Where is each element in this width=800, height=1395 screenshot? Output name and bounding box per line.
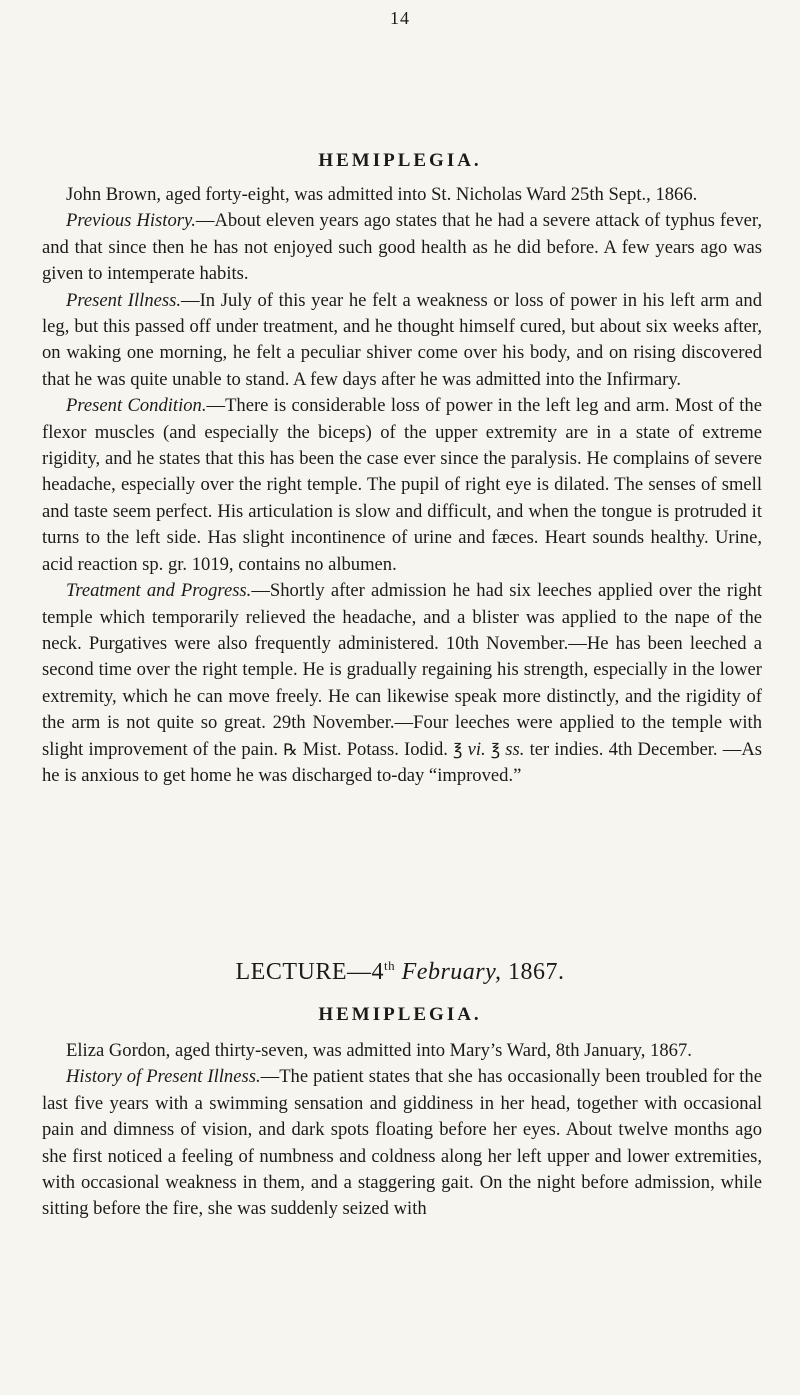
case-1-treatment: Treatment and Progress.—Shortly after admission he had six leeches applied over the right temple which temporarily relieved the headache, and a blister was applied to the nape of the neck. Purgatives were also frequently administered. 10th November.—He has been leeched a second time over the right temple. He is gradually regaining his strength, especially in the lower extremity, which he can move freely. He can likewise speak more distinctly, and the rigidity of the arm is not quite so great. 29th November.—Four leeches were applied to the temple with slight improvement of the pain. ℞ Mist. Potass. Iodid. ℥ vi. ℥ ss. ter indies. 4th December. —As he is anxious to get home he was discharged to-day “improved.”: [42, 580, 762, 786]
case-1-previous-history: Previous History.—About eleven years ago states that he had a severe attack of typhus fever, and that since then he has not enjoyed such good health as he did before. A few years ago was given to intemperate habits.: [42, 210, 762, 285]
ounce-symbol: ℥: [490, 739, 501, 759]
page-number: 14: [390, 8, 410, 28]
case-2-history: History of Present Illness.—The patient states that she has occasionally been troubled for the last five years with a swimming sensation and giddiness in her head, together with occasional pain and dimness of vision, and dark spots floating before her eyes. About twelve months ago she first noticed a feeling of numbness and coldness along her left upper and lower extremities, with occasional weakness in them, and a staggering gait. On the night before admission, while sitting before the fire, she was suddenly seized with: [42, 1066, 762, 1220]
present-condition-heading: Present Condition.: [66, 395, 207, 417]
recipe-symbol: ℞: [283, 739, 298, 759]
case-1-present-illness: Present Illness.—In July of this year he felt a weakness or loss of power in his left arm and leg, but this passed off under treatment, and he thought himself cured, but about six weeks after, on waking one morning, he felt a peculiar shiver come over his body, and on rising discovered that he was quite unable to stand. A few days after he was admitted into the Infirmary.: [42, 289, 762, 390]
case-2-body: [42, 1038, 762, 1223]
history-heading: History of Present Illness.: [66, 1066, 261, 1088]
case-1-body: [42, 182, 762, 789]
lecture-heading: LECTURE—4th February, 1867.: [235, 958, 565, 985]
case-2-intro: Eliza Gordon, aged thirty-seven, was admitted into Mary’s Ward, 8th January, 1867.: [66, 1040, 692, 1061]
case-1-heading: HEMIPLEGIA.: [318, 150, 482, 171]
case-1-present-condition: Present Condition.—There is considerable loss of power in the left leg and arm. Most of the flexor muscles (and especially the biceps) of the upper extremity are in a state of extreme rigidity, and he states that this has been the case ever since the paralysis. He complains of severe headache, especially over the right temple. The pupil of right eye is dilated. The senses of smell and taste seem perfect. His articulation is slow and difficult, and when the tongue is protruded it turns to the left side. Has slight incontinence of urine and fæces. Heart sounds healthy. Urine, acid reaction sp. gr. 1019, contains no albumen.: [42, 395, 762, 575]
previous-history-heading: Previous History.: [66, 210, 196, 232]
ounce-symbol: ℥: [453, 739, 463, 759]
treatment-heading: Treatment and Progress.: [66, 580, 252, 602]
case-2-heading: HEMIPLEGIA.: [318, 1004, 482, 1025]
case-1-intro: John Brown, aged forty-eight, was admitted into St. Nicholas Ward 25th Sept., 1866.: [66, 184, 698, 205]
present-illness-heading: Present Illness.: [66, 289, 181, 311]
